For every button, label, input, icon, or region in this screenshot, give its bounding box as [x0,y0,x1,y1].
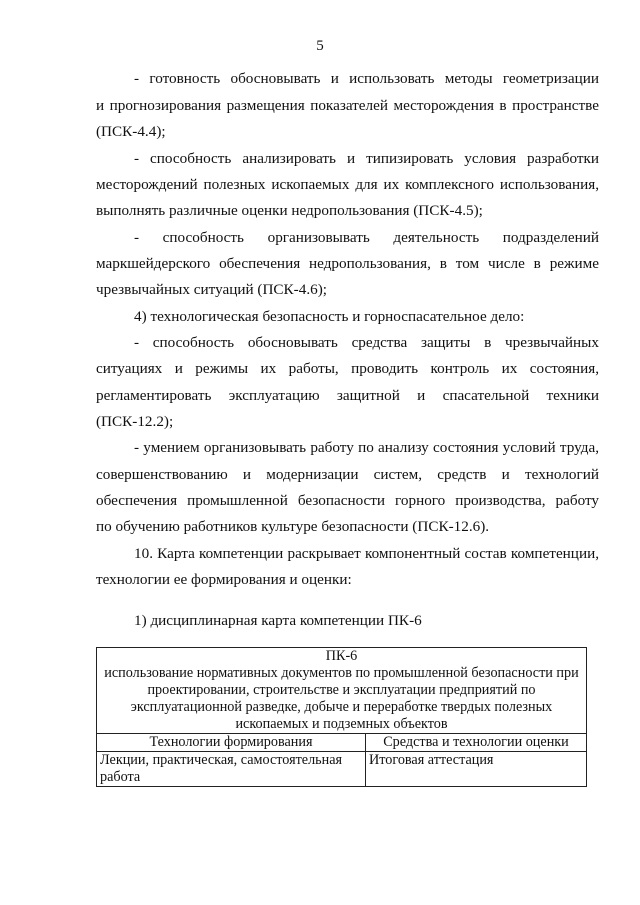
section-heading: 4) технологическая безопасность и горноспасательное дело: [134,308,525,325]
paragraph-line: регламентировать эксплуатацию защитной и спасательной техники [96,387,599,404]
paragraph-line: - готовность обосновывать и использовать методы геометризации [134,70,599,87]
table-cell: Итоговая аттестация [366,752,587,787]
paragraph-line: - способность обосновывать средства защиты в чрезвычайных [134,334,599,351]
table-row [97,752,587,787]
paragraph-line: и прогнозирования размещения показателей месторождения в пространстве [96,97,599,114]
paragraph-line: (ПСК-4.4); [96,123,166,140]
paragraph-line: чрезвычайных ситуаций (ПСК-4.6); [96,281,327,298]
paragraph-line: маркшейдерского обеспечения недропользования, в том числе в режиме [96,255,599,272]
competency-header-cell [97,648,587,734]
paragraph-line: 10. Карта компетенции раскрывает компонентный состав компетенции, [134,545,599,562]
competency-card-table [96,647,587,787]
paragraph-line: - способность анализировать и типизировать условия разработки [134,150,599,167]
paragraph-line: совершенствованию и модернизации систем, средств и технологий [96,466,599,483]
table-cell: Лекции, практическая, самостоятельная работа [97,752,366,787]
competency-code: ПК-6 [325,648,358,664]
paragraph-line: технологии ее формирования и оценки: [96,571,352,588]
paragraph-line: - способность организовывать деятельность подразделений [134,229,599,246]
page-number: 5 [316,38,324,54]
column-header: Средства и технологии оценки [366,734,587,752]
paragraph-line: выполнять различные оценки недропользования (ПСК-4.5); [96,202,483,219]
column-header: Технологии формирования [97,734,366,752]
paragraph-line: - умением организовывать работу по анализу состояния условий труда, [134,439,599,456]
paragraph-line: ситуациях и режимы их работы, проводить контроль их состояния, [96,360,599,377]
paragraph-line: по обучению работников культуре безопасности (ПСК-12.6). [96,518,490,535]
competency-description: использование нормативных документов по промышленной безопасности при проектировании, строительстве и эксплуатации предприятий по эксплуатационной разведке, добыче и переработке твердых полезных ископаемых и подземных объектов [104,665,579,732]
table-caption: 1) дисциплинарная карта компетенции ПК-6 [134,612,422,629]
paragraph-line: обеспечения промышленной безопасности горного производства, работу [96,492,599,509]
paragraph-line: (ПСК-12.2); [96,413,174,430]
paragraph-line: месторождений полезных ископаемых для их комплексного использования, [96,176,599,193]
